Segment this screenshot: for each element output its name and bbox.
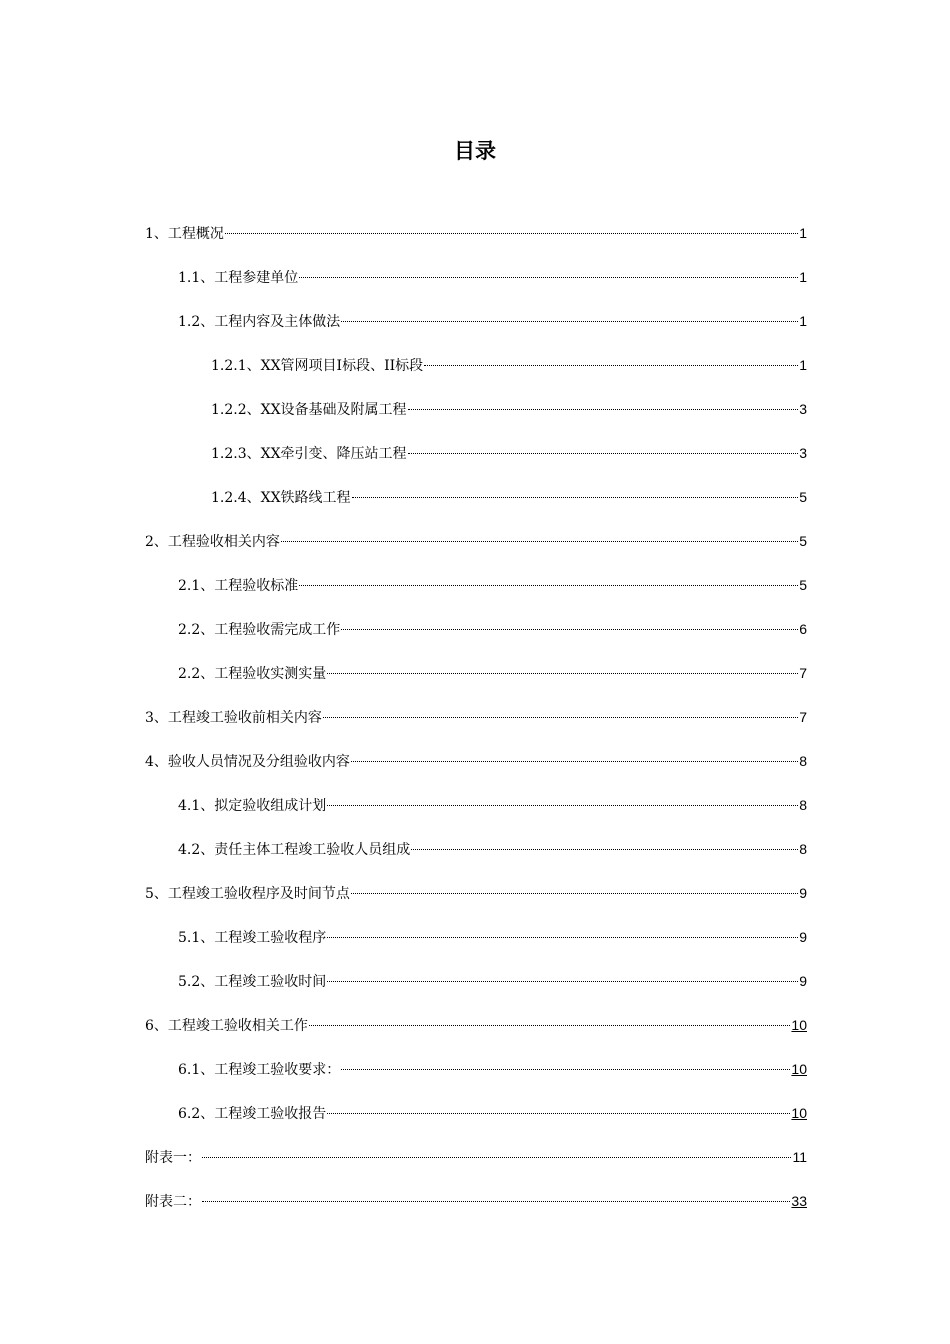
toc-dot-leader — [281, 541, 798, 542]
toc-entry[interactable] — [145, 396, 807, 440]
toc-entry[interactable] — [145, 880, 807, 924]
toc-entry-label: 5、工程竣工验收程序及时间节点 — [145, 886, 350, 902]
toc-entry-page-number: 7 — [799, 709, 807, 725]
toc-entry-label: 1.1、工程参建单位 — [178, 270, 299, 286]
toc-dot-leader — [299, 585, 798, 586]
toc-entry[interactable] — [145, 484, 807, 528]
toc-entry-label: 2.2、工程验收需完成工作 — [178, 622, 341, 638]
table-of-contents — [145, 220, 807, 1232]
toc-entry-page-number: 8 — [799, 841, 807, 857]
toc-entry-page-number: 1 — [799, 269, 807, 285]
toc-dot-leader — [327, 981, 798, 982]
toc-dot-leader — [202, 1201, 790, 1202]
toc-dot-leader — [202, 1157, 791, 1158]
toc-entry-page-number: 5 — [799, 489, 807, 505]
toc-entry-page-number: 6 — [799, 621, 807, 637]
toc-entry-page-number: 8 — [799, 753, 807, 769]
toc-entry-page-number: 10 — [791, 1017, 807, 1033]
toc-entry-label: 6、工程竣工验收相关工作 — [145, 1018, 308, 1034]
toc-entry-label: 6.2、工程竣工验收报告 — [178, 1106, 327, 1122]
toc-entry[interactable] — [145, 660, 807, 704]
toc-entry-page-number: 3 — [799, 401, 807, 417]
toc-entry-page-number: 9 — [799, 885, 807, 901]
toc-entry-label: 1.2、工程内容及主体做法 — [178, 314, 341, 330]
toc-entry[interactable] — [145, 968, 807, 1012]
toc-entry-label: 附表二： — [145, 1194, 201, 1210]
toc-dot-leader — [323, 717, 798, 718]
toc-entry[interactable] — [145, 836, 807, 880]
toc-entry-page-number: 1 — [799, 357, 807, 373]
toc-dot-leader — [327, 1113, 790, 1114]
toc-entry-label: 4、验收人员情况及分组验收内容 — [145, 754, 350, 770]
toc-entry-label: 1.2.1、XX管网项目I标段、II标段 — [211, 358, 424, 374]
toc-entry[interactable] — [145, 792, 807, 836]
toc-entry-page-number: 3 — [799, 445, 807, 461]
toc-entry-label: 4.1、拟定验收组成计划 — [178, 798, 327, 814]
toc-entry-page-number: 10 — [791, 1061, 807, 1077]
toc-entry[interactable] — [145, 572, 807, 616]
toc-dot-leader — [327, 673, 798, 674]
toc-entry-page-number: 7 — [799, 665, 807, 681]
toc-entry-label: 1.2.3、XX牵引变、降压站工程 — [211, 446, 407, 462]
toc-entry-label: 2、工程验收相关内容 — [145, 534, 280, 550]
toc-dot-leader — [351, 893, 798, 894]
toc-entry[interactable] — [145, 748, 807, 792]
toc-dot-leader — [408, 409, 799, 410]
toc-entry[interactable] — [145, 352, 807, 396]
toc-entry[interactable] — [145, 440, 807, 484]
toc-dot-leader — [299, 277, 798, 278]
toc-entry-page-number: 11 — [792, 1149, 807, 1165]
toc-entry[interactable] — [145, 1056, 807, 1100]
toc-dot-leader — [309, 1025, 791, 1026]
toc-entry-label: 6.1、工程竣工验收要求： — [178, 1062, 341, 1078]
toc-entry[interactable] — [145, 1100, 807, 1144]
toc-entry-page-number: 1 — [799, 225, 807, 241]
toc-entry[interactable] — [145, 308, 807, 352]
toc-dot-leader — [341, 321, 798, 322]
toc-dot-leader — [424, 365, 798, 366]
toc-entry-label: 4.2、责任主体工程竣工验收人员组成 — [178, 842, 411, 858]
toc-entry[interactable] — [145, 1144, 807, 1188]
page-title: 目录 — [454, 139, 496, 163]
toc-entry-label: 1.2.4、XX铁路线工程 — [211, 490, 351, 506]
toc-entry[interactable] — [145, 1012, 807, 1056]
toc-dot-leader — [352, 497, 799, 498]
toc-entry[interactable] — [145, 616, 807, 660]
toc-dot-leader — [411, 849, 798, 850]
toc-dot-leader — [341, 1069, 790, 1070]
toc-entry-page-number: 5 — [799, 533, 807, 549]
toc-entry-label: 1.2.2、XX设备基础及附属工程 — [211, 402, 407, 418]
toc-entry-page-number: 9 — [799, 973, 807, 989]
toc-entry-page-number: 8 — [799, 797, 807, 813]
toc-entry-page-number: 9 — [799, 929, 807, 945]
toc-entry-label: 附表一： — [145, 1150, 201, 1166]
toc-entry[interactable] — [145, 1188, 807, 1232]
toc-entry[interactable] — [145, 220, 807, 264]
toc-dot-leader — [408, 453, 799, 454]
toc-entry[interactable] — [145, 528, 807, 572]
toc-entry-page-number: 5 — [799, 577, 807, 593]
toc-entry-page-number: 10 — [791, 1105, 807, 1121]
toc-entry-label: 5.2、工程竣工验收时间 — [178, 974, 327, 990]
toc-entry[interactable] — [145, 704, 807, 748]
toc-entry-label: 1、工程概况 — [145, 226, 224, 242]
toc-entry[interactable] — [145, 264, 807, 308]
toc-entry-label: 2.2、工程验收实测实量 — [178, 666, 327, 682]
toc-entry-label: 2.1、工程验收标准 — [178, 578, 299, 594]
toc-entry-page-number: 33 — [791, 1193, 807, 1209]
toc-entry-label: 5.1、工程竣工验收程序 — [178, 930, 327, 946]
toc-dot-leader — [327, 937, 798, 938]
toc-entry-label: 3、工程竣工验收前相关内容 — [145, 710, 322, 726]
toc-dot-leader — [341, 629, 798, 630]
toc-dot-leader — [225, 233, 798, 234]
toc-entry[interactable] — [145, 924, 807, 968]
toc-dot-leader — [351, 761, 798, 762]
toc-entry-page-number: 1 — [799, 313, 807, 329]
toc-dot-leader — [327, 805, 798, 806]
